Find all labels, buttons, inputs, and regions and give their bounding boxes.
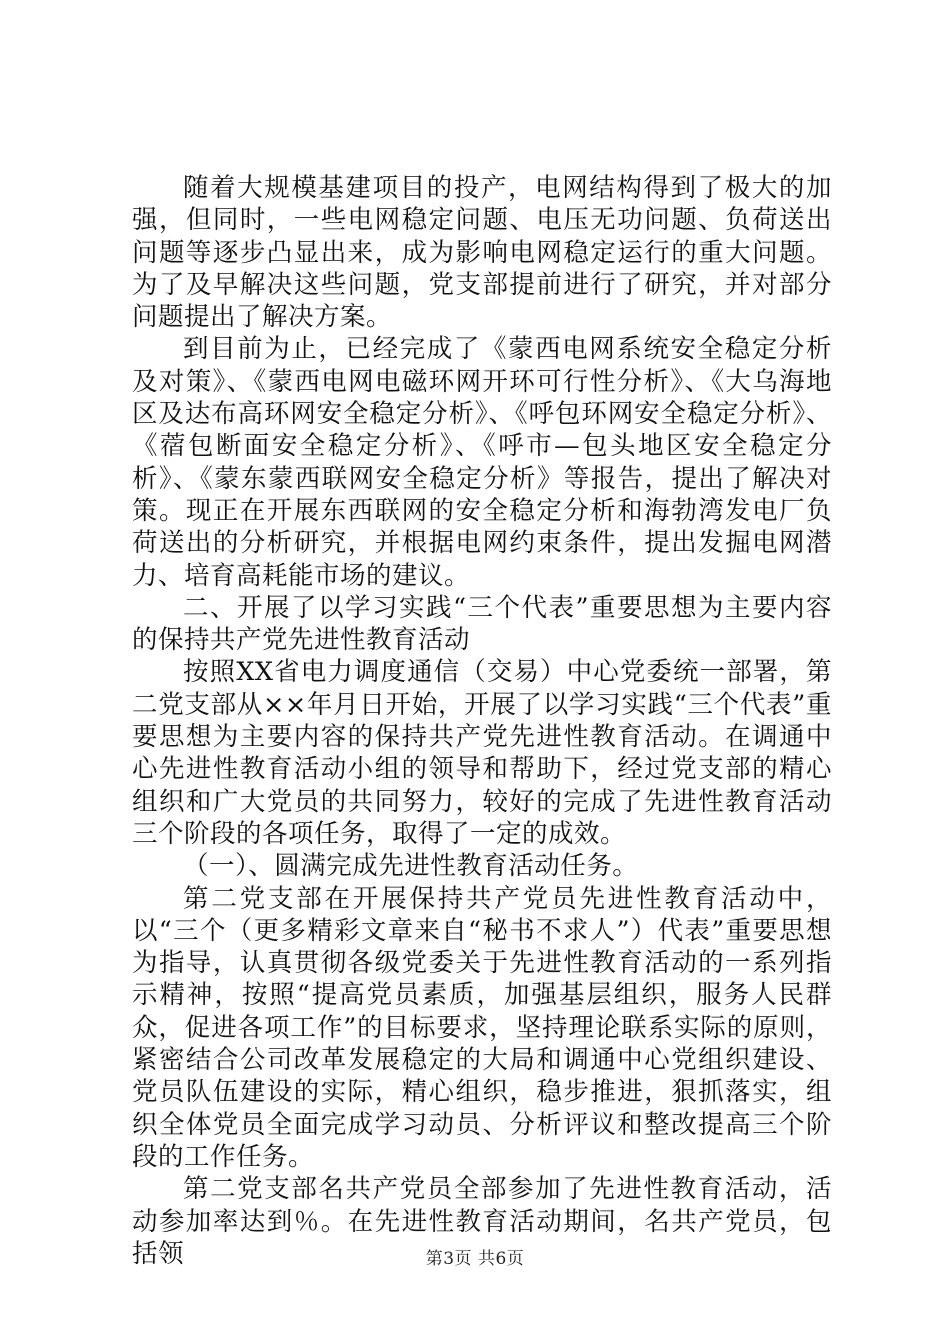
- subsection-heading-one: （一）、圆满完成先进性教育活动任务。: [183, 851, 639, 882]
- page-number-footer: 第3页 共6页: [425, 1249, 525, 1269]
- document-body: [132, 172, 832, 1270]
- paragraph-participation: 第二党支部名共产党员全部参加了先进性教育活动，活动参加率达到％。在先进性教育活动期间，名共产党员，包括领: [132, 1174, 832, 1269]
- paragraph-education-activity: 第二党支部在开展保持共产党员先进性教育活动中，以“三个（更多精彩文章来自“秘书不求人”）代表”重要思想为指导，认真贯彻各级党委关于先进性教育活动的一系列指示精神，按照“提高党员素质，加强基层组织，服务人民群众，促进各项工作”的目标要求，坚持理论联系实际的原则，紧密结合公司改革发展稳定的大局和调通中心党组织建设、党员队伍建设的实际，精心组织，稳步推进，狠抓落实，组织全体党员全面完成学习动员、分析评议和整改提高三个阶段的工作任务。: [132, 883, 832, 1172]
- paragraph-deployment: 按照XX省电力调度通信（交易）中心党委统一部署，第二党支部从××年月日开始，开展了以学习实践“三个代表”重要思想为主要内容的保持共产党先进性教育活动。在调通中心先进性教育活动小组的领导和帮助下，经过党支部的精心组织和广大党员的共同努力，较好的完成了先进性教育活动三个阶段的各项任务，取得了一定的成效。: [132, 657, 832, 849]
- paragraph-reports-completed: 到目前为止，已经完成了《蒙西电网系统安全稳定分析及对策》、《蒙西电网电磁环网开环可行性分析》、《大乌海地区及达布高环网安全稳定分析》、《呼包环网安全稳定分析》、《蓿包断面安全稳定分析》、《呼市—包头地区安全稳定分析》、《蒙东蒙西联网安全稳定分析》等报告，提出了解决对策。现正在开展东西联网的安全稳定分析和海勃湾发电厂负荷送出的分析研究，并根据电网约束条件，提出发掘电网潜力、培育高耗能市场的建议。: [132, 334, 832, 591]
- paragraph-grid-problems: 随着大规模基建项目的投产，电网结构得到了极大的加强，但同时，一些电网稳定问题、电压无功问题、负荷送出问题等逐步凸显出来，成为影响电网稳定运行的重大问题。为了及早解决这些问题，党支部提前进行了研究，并对部分问题提出了解决方案。: [132, 173, 832, 333]
- section-heading-two: 二、开展了以学习实践“三个代表”重要思想为主要内容的保持共产党先进性教育活动: [132, 592, 832, 656]
